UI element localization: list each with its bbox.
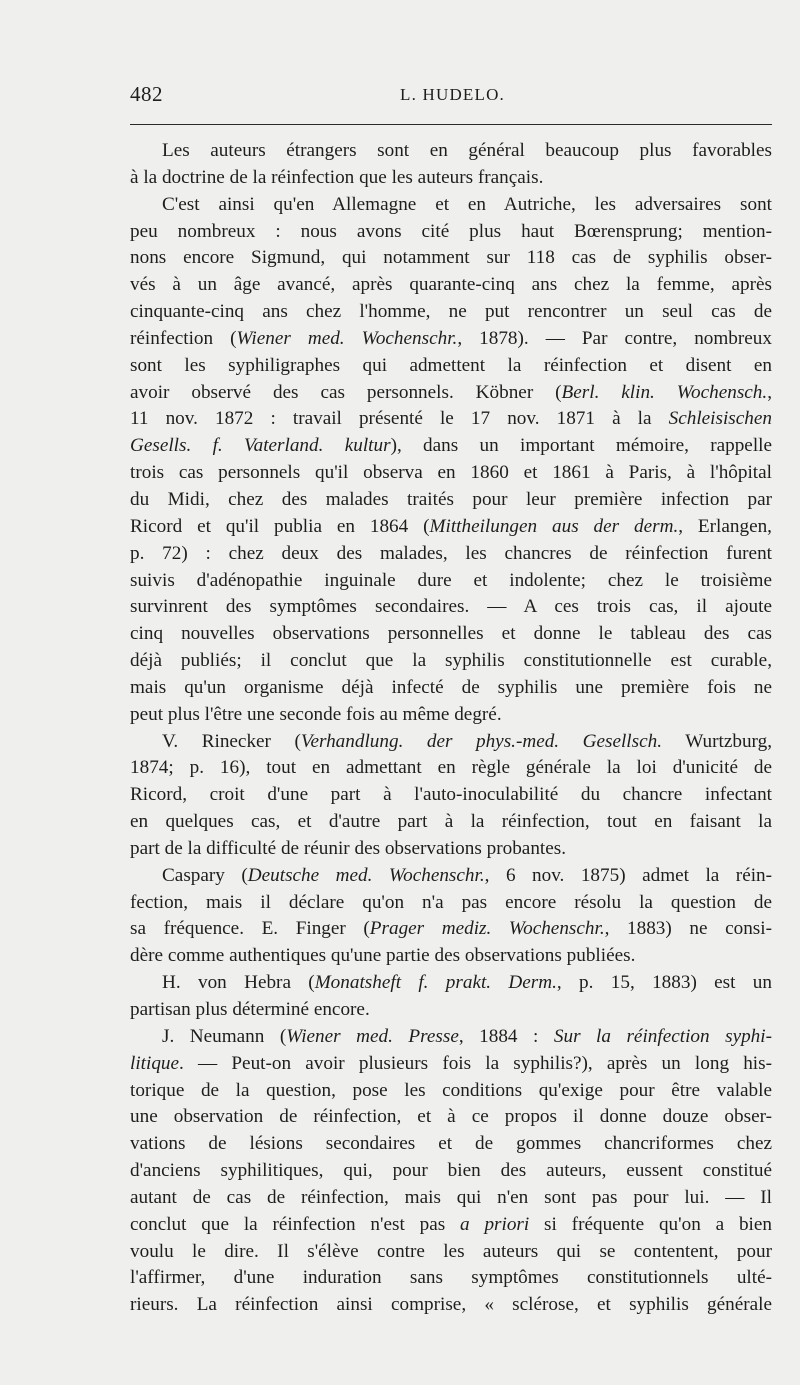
- page-number: 482: [130, 82, 163, 106]
- text-run: H. von Hebra (: [162, 972, 315, 994]
- text-run: 1874; p. 16), tout en admettant en règle générale la loi d'unicité de: [130, 757, 772, 779]
- page-header: [130, 82, 772, 112]
- text-line: [130, 219, 772, 246]
- text-run: Ricord et qu'il publia en 1864 (: [130, 515, 430, 537]
- text-run: fection, mais il déclare qu'on n'a pas encore résolu la question de: [130, 891, 772, 913]
- italic-citation: Schleisischen: [668, 408, 772, 430]
- text-line: [130, 380, 772, 407]
- text-line: [130, 648, 772, 675]
- text-run: Les auteurs étrangers sont en général beaucoup plus favorables: [162, 140, 772, 161]
- text-run: peut plus l'être une seconde fois au même degré.: [130, 703, 502, 725]
- text-line: [130, 729, 772, 756]
- text-run: torique de la question, pose les conditions qu'exige pour être valable: [130, 1079, 772, 1101]
- text-line: [130, 165, 772, 192]
- text-line: [130, 245, 772, 272]
- text-run: sa fréquence. E. Finger (: [130, 918, 370, 940]
- text-line: [130, 836, 772, 863]
- text-run: mais qu'un organisme déjà infecté de syphilis une première fois ne: [130, 676, 772, 698]
- text-run: , 6 nov. 1875) admet la réin-: [484, 864, 773, 886]
- text-line: [130, 782, 772, 809]
- text-run: , 1884 :: [458, 1025, 554, 1047]
- text-run: en quelques cas, et d'autre part à la réinfection, tout en faisant la: [130, 811, 772, 833]
- text-run: p. 72) : chez deux des malades, les chancres de réinfection furent: [130, 542, 772, 564]
- text-run: d'anciens syphilitiques, qui, pour bien des auteurs, eussent constitué: [130, 1160, 772, 1182]
- text-run: . — Peut-on avoir plusieurs fois la syphilis?), après un long his-: [179, 1052, 772, 1074]
- text-run: voulu le dire. Il s'élève contre les auteurs qui se contentent, pour: [130, 1240, 772, 1262]
- text-run: Ricord, croit d'une part à l'auto-inoculabilité du chancre infectant: [130, 784, 772, 806]
- text-line: [130, 1078, 772, 1105]
- text-line: [130, 1158, 772, 1185]
- text-line: [130, 594, 772, 621]
- text-line: [130, 916, 772, 943]
- text-run: vés à un âge avancé, après quarante-cinq ans chez la femme, après: [130, 274, 772, 296]
- text-line: [130, 514, 772, 541]
- text-run: J. Neumann (: [162, 1025, 287, 1047]
- text-run: , Erlangen,: [678, 515, 772, 537]
- text-line: [130, 353, 772, 380]
- text-run: suivis d'adénopathie inguinale dure et indolente; chez le troisième: [130, 569, 772, 591]
- text-line: [130, 1292, 772, 1319]
- text-line: [130, 621, 772, 648]
- text-run: avoir observé des cas personnels. Köbner (: [130, 381, 562, 403]
- text-run: dère comme authentiques qu'une partie des observations publiées.: [130, 945, 636, 967]
- italic-citation: litique: [130, 1052, 180, 1074]
- italic-citation: Verhandlung. der phys.-med. Gesellsch.: [300, 730, 663, 752]
- italic-citation: Deutsche med. Wochenschr.: [247, 864, 485, 886]
- text-line: [130, 1131, 772, 1158]
- text-line: [130, 755, 772, 782]
- text-run: Caspary (: [162, 864, 248, 886]
- text-run: réinfection (: [130, 327, 237, 349]
- text-line: [130, 1051, 772, 1078]
- text-run: cinq nouvelles observations personnelles et donne le tableau des cas: [130, 623, 772, 645]
- text-run: rieurs. La réinfection ainsi comprise, « sclérose, et syphilis générale: [130, 1294, 772, 1316]
- text-line: [130, 433, 772, 460]
- text-line: [130, 1239, 772, 1266]
- text-line: [130, 1024, 772, 1051]
- text-run: conclut que la réinfection n'est pas: [130, 1213, 461, 1235]
- text-run: , 1883) ne consi-: [604, 918, 772, 940]
- text-line: [130, 272, 772, 299]
- text-line: [130, 138, 772, 165]
- text-line: [130, 568, 772, 595]
- running-head: L. HUDELO.: [400, 85, 506, 104]
- italic-citation: Berl. klin. Wochensch.: [561, 381, 768, 403]
- text-line: [130, 1185, 772, 1212]
- text-line: [130, 890, 772, 917]
- text-run: , p. 15, 1883) est un: [556, 972, 772, 994]
- text-run: ,: [767, 381, 772, 403]
- text-line: [130, 541, 772, 568]
- italic-citation: Wiener med. Presse: [286, 1025, 459, 1047]
- header-rule: [130, 124, 772, 125]
- body-text: [130, 138, 772, 1319]
- text-line: [130, 460, 772, 487]
- italic-citation: Gesells. f. Vaterland. kultur: [130, 435, 391, 457]
- text-line: [130, 970, 772, 997]
- italic-citation: Wiener med. Wochenschr.: [236, 327, 458, 349]
- text-run: autant de cas de réinfection, mais qui n'en sont pas pour lui. — Il: [130, 1186, 772, 1208]
- text-line: [130, 997, 772, 1024]
- italic-citation: Sur la réinfection syphi-: [553, 1025, 772, 1047]
- text-run: partisan plus déterminé encore.: [130, 999, 370, 1020]
- italic-citation: Prager mediz. Wochenschr.: [369, 918, 605, 940]
- text-run: déjà publiés; il conclut que la syphilis constitutionnelle est curable,: [130, 650, 772, 672]
- text-line: [130, 702, 772, 729]
- text-line: [130, 406, 772, 433]
- text-line: [130, 943, 772, 970]
- text-line: [130, 1104, 772, 1131]
- text-run: peu nombreux : nous avons cité plus haut Bœrensprung; mention-: [130, 220, 772, 242]
- text-run: survinrent des symptômes secondaires. — A ces trois cas, il ajoute: [130, 596, 772, 618]
- text-run: cinquante-cinq ans chez l'homme, ne put rencontrer un seul cas de: [130, 301, 772, 323]
- text-run: C'est ainsi qu'en Allemagne et en Autriche, les adversaires sont: [162, 193, 772, 215]
- text-run: trois cas personnels qu'il observa en 1860 et 1861 à Paris, à l'hôpital: [130, 462, 772, 484]
- text-run: du Midi, chez des malades traités pour leur première infection par: [130, 488, 772, 510]
- text-run: V. Rinecker (: [162, 730, 301, 752]
- text-line: [130, 192, 772, 219]
- text-line: [130, 487, 772, 514]
- text-line: [130, 299, 772, 326]
- italic-citation: Mittheilungen aus der derm.: [429, 515, 679, 537]
- text-line: [130, 863, 772, 890]
- text-line: [130, 1265, 772, 1292]
- italic-citation: Monatsheft f. prakt. Derm.: [314, 972, 557, 994]
- text-run: une observation de réinfection, et à ce propos il donne douze obser-: [130, 1106, 772, 1128]
- text-run: vations de lésions secondaires et de gommes chancriformes chez: [130, 1133, 772, 1155]
- text-line: [130, 326, 772, 353]
- text-run: nons encore Sigmund, qui notamment sur 118 cas de syphilis obser-: [130, 247, 772, 269]
- text-run: à la doctrine de la réinfection que les auteurs français.: [130, 166, 544, 188]
- text-run: 11 nov. 1872 : travail présenté le 17 nov. 1871 à la: [130, 408, 669, 430]
- text-line: [130, 1212, 772, 1239]
- text-run: ), dans un important mémoire, rappelle: [390, 435, 772, 457]
- text-run: Wurtzburg,: [662, 730, 772, 752]
- text-line: [130, 809, 772, 836]
- text-line: [130, 675, 772, 702]
- text-run: l'affirmer, d'une induration sans symptômes constitutionnels ulté-: [130, 1267, 772, 1289]
- text-run: si fréquente qu'on a bien: [529, 1213, 772, 1235]
- italic-citation: a priori: [460, 1213, 530, 1235]
- text-run: , 1878). — Par contre, nombreux: [457, 327, 772, 349]
- text-run: part de la difficulté de réunir des observations probantes.: [130, 837, 567, 859]
- text-run: sont les syphiligraphes qui admettent la réinfection et disent en: [130, 354, 772, 376]
